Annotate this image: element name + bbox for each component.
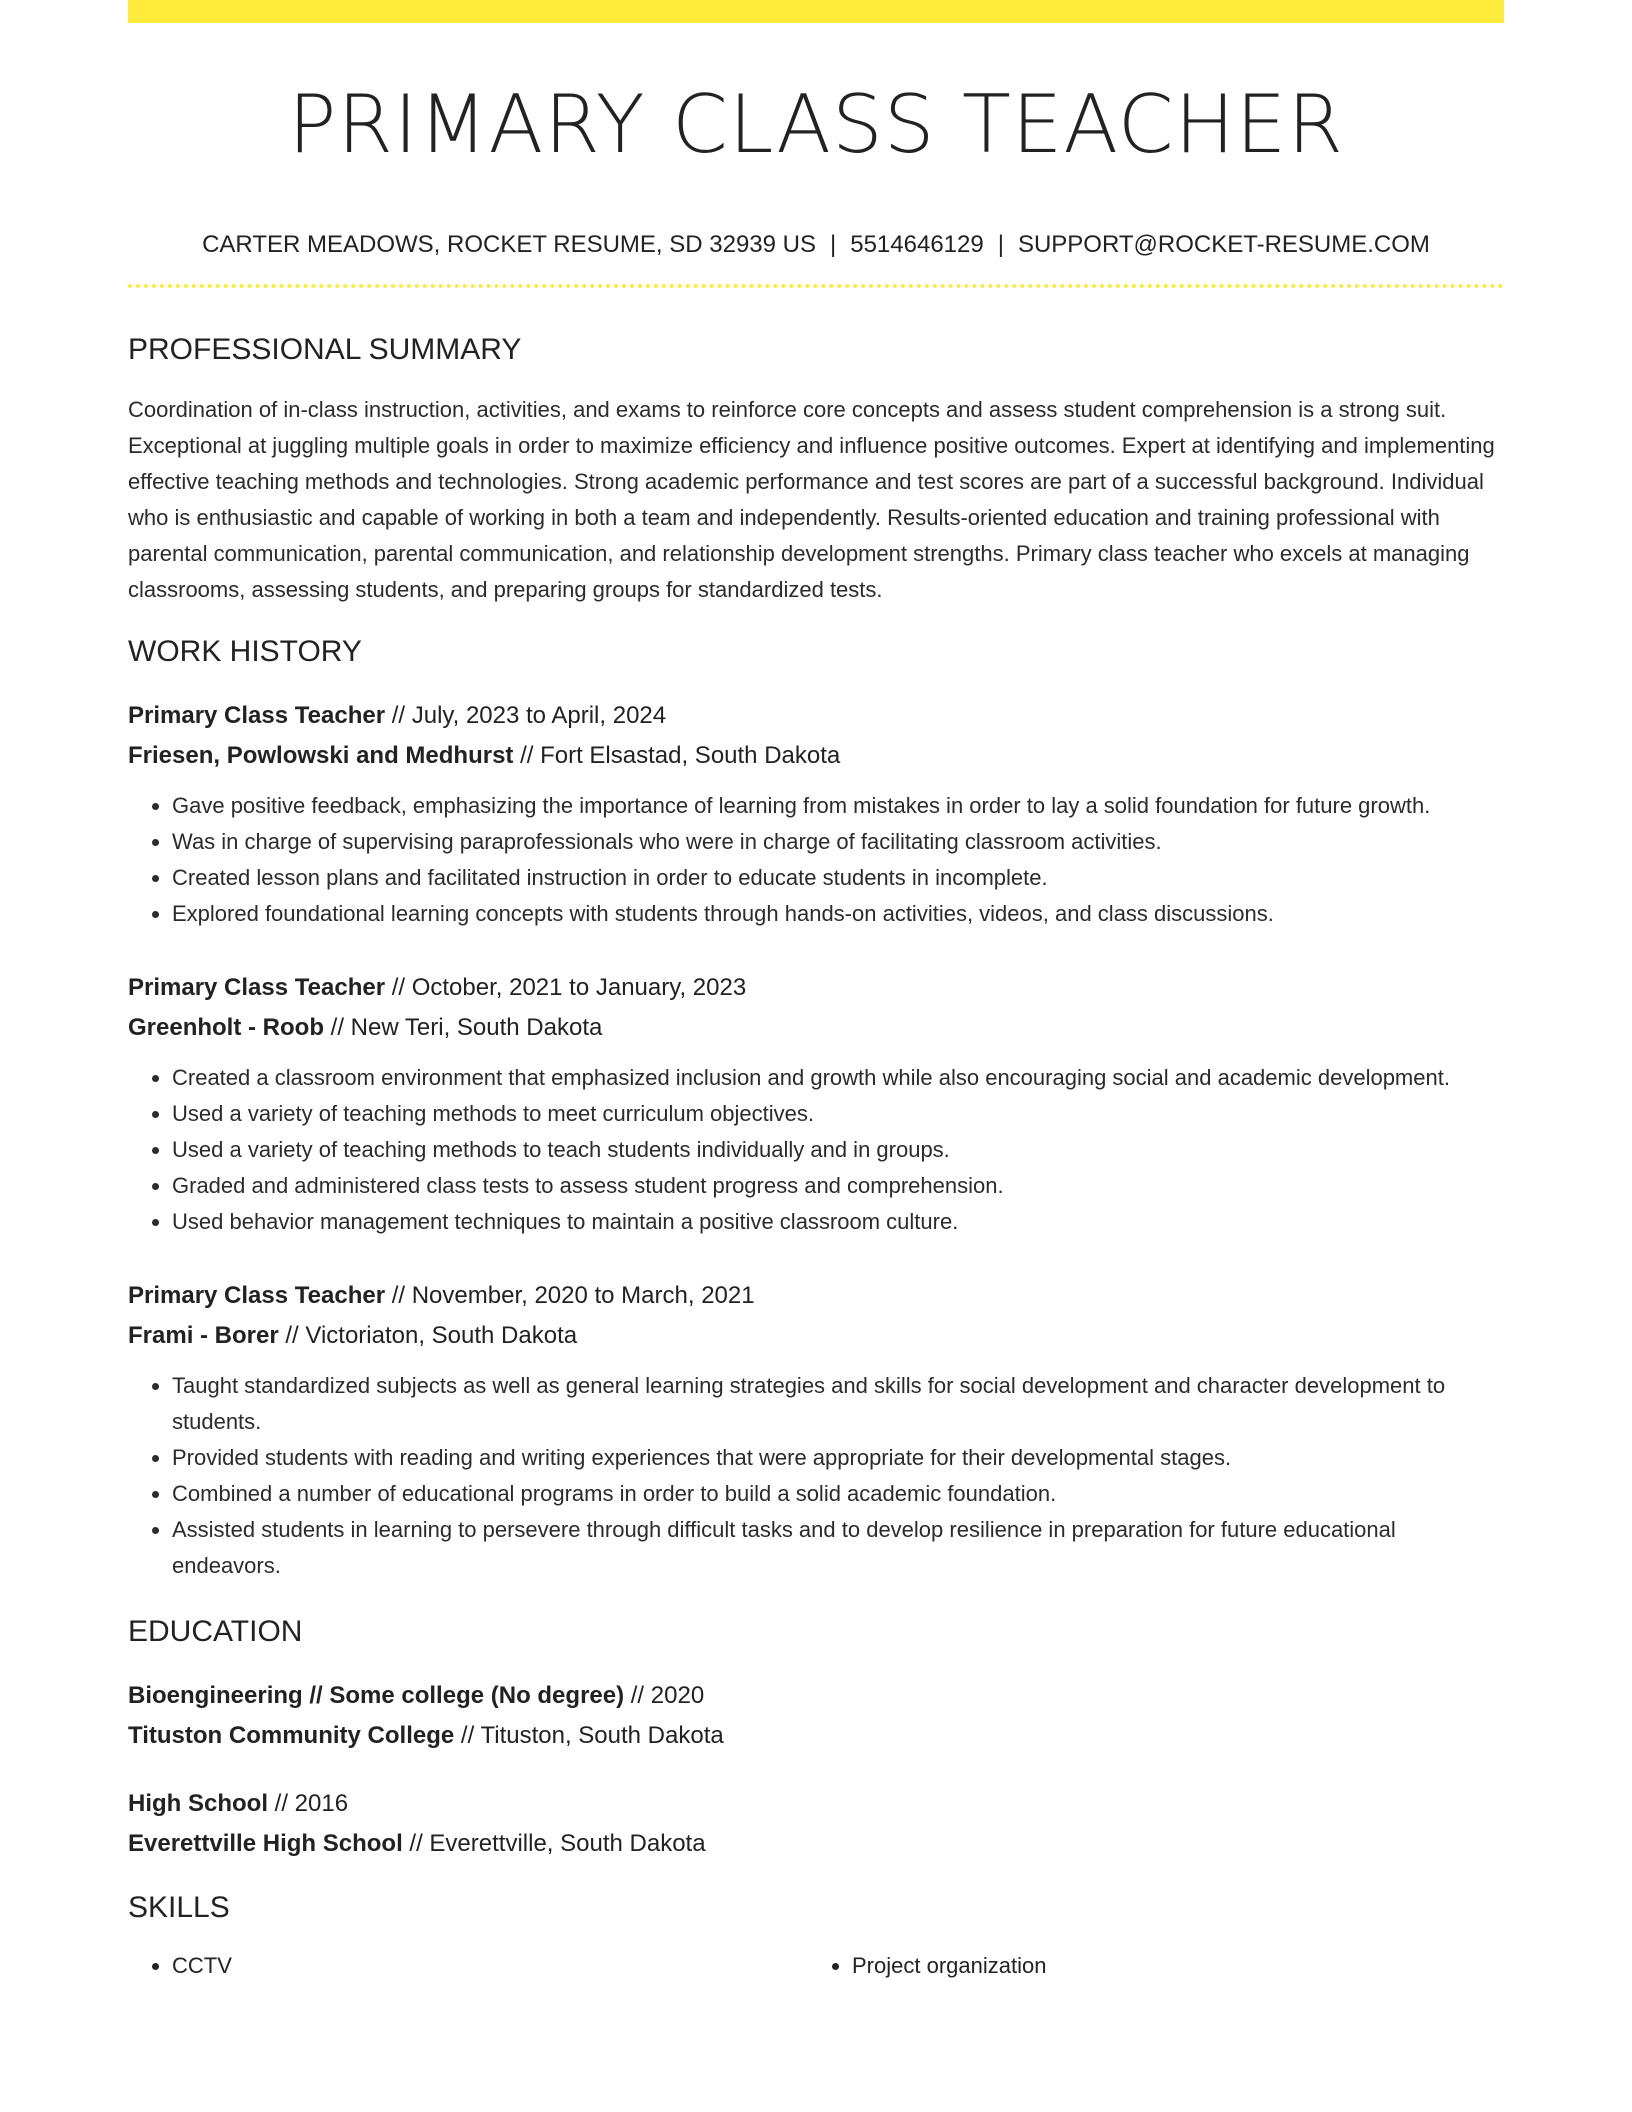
job-bullet: • Used a variety of teaching methods to teach students individually and in groups.: [172, 1132, 1504, 1168]
job-entry: [128, 968, 1504, 1240]
skills-heading: SKILLS: [128, 1891, 230, 1925]
job-dates: // November, 2020 to March, 2021: [391, 1282, 755, 1310]
education-location: // Everettville, South Dakota: [409, 1830, 706, 1858]
work-history-heading: WORK HISTORY: [128, 635, 362, 669]
job-title: Primary Class Teacher: [128, 1282, 386, 1310]
education-entry: [128, 1784, 1504, 1864]
job-bullet: • Was in charge of supervising paraprofessionals who were in charge of facilitating classroom activities.: [172, 824, 1504, 860]
job-bullet: • Taught standardized subjects as well as general learning strategies and skills for social development and character development to students.: [172, 1368, 1504, 1440]
job-entry: [128, 1276, 1504, 1584]
job-company: Greenholt - Roob: [128, 1014, 324, 1042]
contact-separator: |: [997, 231, 1004, 258]
skills-list-left: [128, 1948, 808, 1984]
skill-item: • Project organization: [852, 1948, 1488, 1984]
skill-item: • CCTV: [172, 1948, 808, 1984]
job-company: Frami - Borer: [128, 1322, 279, 1350]
summary-heading: PROFESSIONAL SUMMARY: [128, 333, 522, 367]
job-bullet: • Used behavior management techniques to maintain a positive classroom culture.: [172, 1204, 1504, 1240]
job-location: // Victoriaton, South Dakota: [285, 1322, 578, 1350]
job-bullet: • Gave positive feedback, emphasizing the importance of learning from mistakes in order to lay a solid foundation for future growth.: [172, 788, 1504, 824]
job-bullets: [128, 1368, 1504, 1584]
job-company: Friesen, Powlowski and Medhurst: [128, 742, 514, 770]
resume-page: [128, 0, 1504, 1984]
job-company-line: [128, 1008, 1504, 1048]
job-bullet: • Graded and administered class tests to assess student progress and comprehension.: [172, 1168, 1504, 1204]
job-bullet: • Explored foundational learning concepts with students through hands-on activities, videos, and class discussions.: [172, 896, 1504, 932]
education-degree: Bioengineering // Some college (No degree): [128, 1682, 625, 1710]
resume-title: PRIMARY CLASS TEACHER: [288, 78, 1344, 171]
job-location: // Fort Elsastad, South Dakota: [520, 742, 841, 770]
job-bullet: • Used a variety of teaching methods to meet curriculum objectives.: [172, 1096, 1504, 1132]
education-school: Tituston Community College: [128, 1722, 455, 1750]
job-title: Primary Class Teacher: [128, 702, 386, 730]
summary-text: Coordination of in-class instruction, activities, and exams to reinforce core concepts and assess student comprehension is a strong suit. Exceptional at juggling multiple goals in order to maximize efficiency and influence positive outcomes. Expert at identifying and implementing effective teaching methods and technologies. Strong academic performance and test scores are part of a successful background. Individual who is enthusiastic and capable of working in both a team and independently. Results-oriented education and training professional with parental communication, parental communication, and relationship development strengths. Primary class teacher who excels at managing classrooms, assessing students, and preparing groups for standardized tests.: [128, 397, 1495, 603]
job-title-line: [128, 968, 1504, 1008]
contact-line: [128, 229, 1504, 260]
dotted-divider: [128, 284, 1504, 288]
job-location: // New Teri, South Dakota: [330, 1014, 603, 1042]
job-bullets: [128, 1060, 1504, 1240]
job-bullets: [128, 788, 1504, 932]
contact-address: CARTER MEADOWS, ROCKET RESUME, SD 32939 US: [202, 231, 816, 258]
job-bullet: • Created lesson plans and facilitated instruction in order to educate students in incomplete.: [172, 860, 1504, 896]
skills-list-right: [808, 1948, 1488, 1984]
contact-email: SUPPORT@ROCKET-RESUME.COM: [1017, 231, 1430, 258]
job-dates: // October, 2021 to January, 2023: [391, 974, 747, 1002]
education-year: // 2020: [630, 1682, 705, 1710]
job-company-line: [128, 736, 1504, 776]
job-bullet: • Provided students with reading and writing experiences that were appropriate for their developmental stages.: [172, 1440, 1504, 1476]
skills-columns: [128, 1948, 1504, 1984]
job-bullet: • Assisted students in learning to persevere through difficult tasks and to develop resilience in preparation for future educational endeavors.: [172, 1512, 1504, 1584]
education-location: // Tituston, South Dakota: [460, 1722, 724, 1750]
education-school-line: [128, 1716, 1504, 1756]
education-heading: EDUCATION: [128, 1615, 303, 1649]
job-dates: // July, 2023 to April, 2024: [391, 702, 667, 730]
education-entry: [128, 1676, 1504, 1756]
education-degree: High School: [128, 1790, 268, 1818]
job-entry: [128, 696, 1504, 932]
top-accent-bar: [128, 0, 1504, 23]
education-year: // 2016: [274, 1790, 349, 1818]
job-title-line: [128, 696, 1504, 736]
job-company-line: [128, 1316, 1504, 1356]
contact-separator: |: [830, 231, 837, 258]
job-bullet: • Combined a number of educational programs in order to build a solid academic foundation.: [172, 1476, 1504, 1512]
job-title: Primary Class Teacher: [128, 974, 386, 1002]
education-school: Everettville High School: [128, 1830, 403, 1858]
job-title-line: [128, 1276, 1504, 1316]
education-degree-line: [128, 1784, 1504, 1824]
education-school-line: [128, 1824, 1504, 1864]
education-degree-line: [128, 1676, 1504, 1716]
job-bullet: • Created a classroom environment that emphasized inclusion and growth while also encouraging social and academic development.: [172, 1060, 1504, 1096]
contact-phone: 5514646129: [850, 231, 984, 258]
